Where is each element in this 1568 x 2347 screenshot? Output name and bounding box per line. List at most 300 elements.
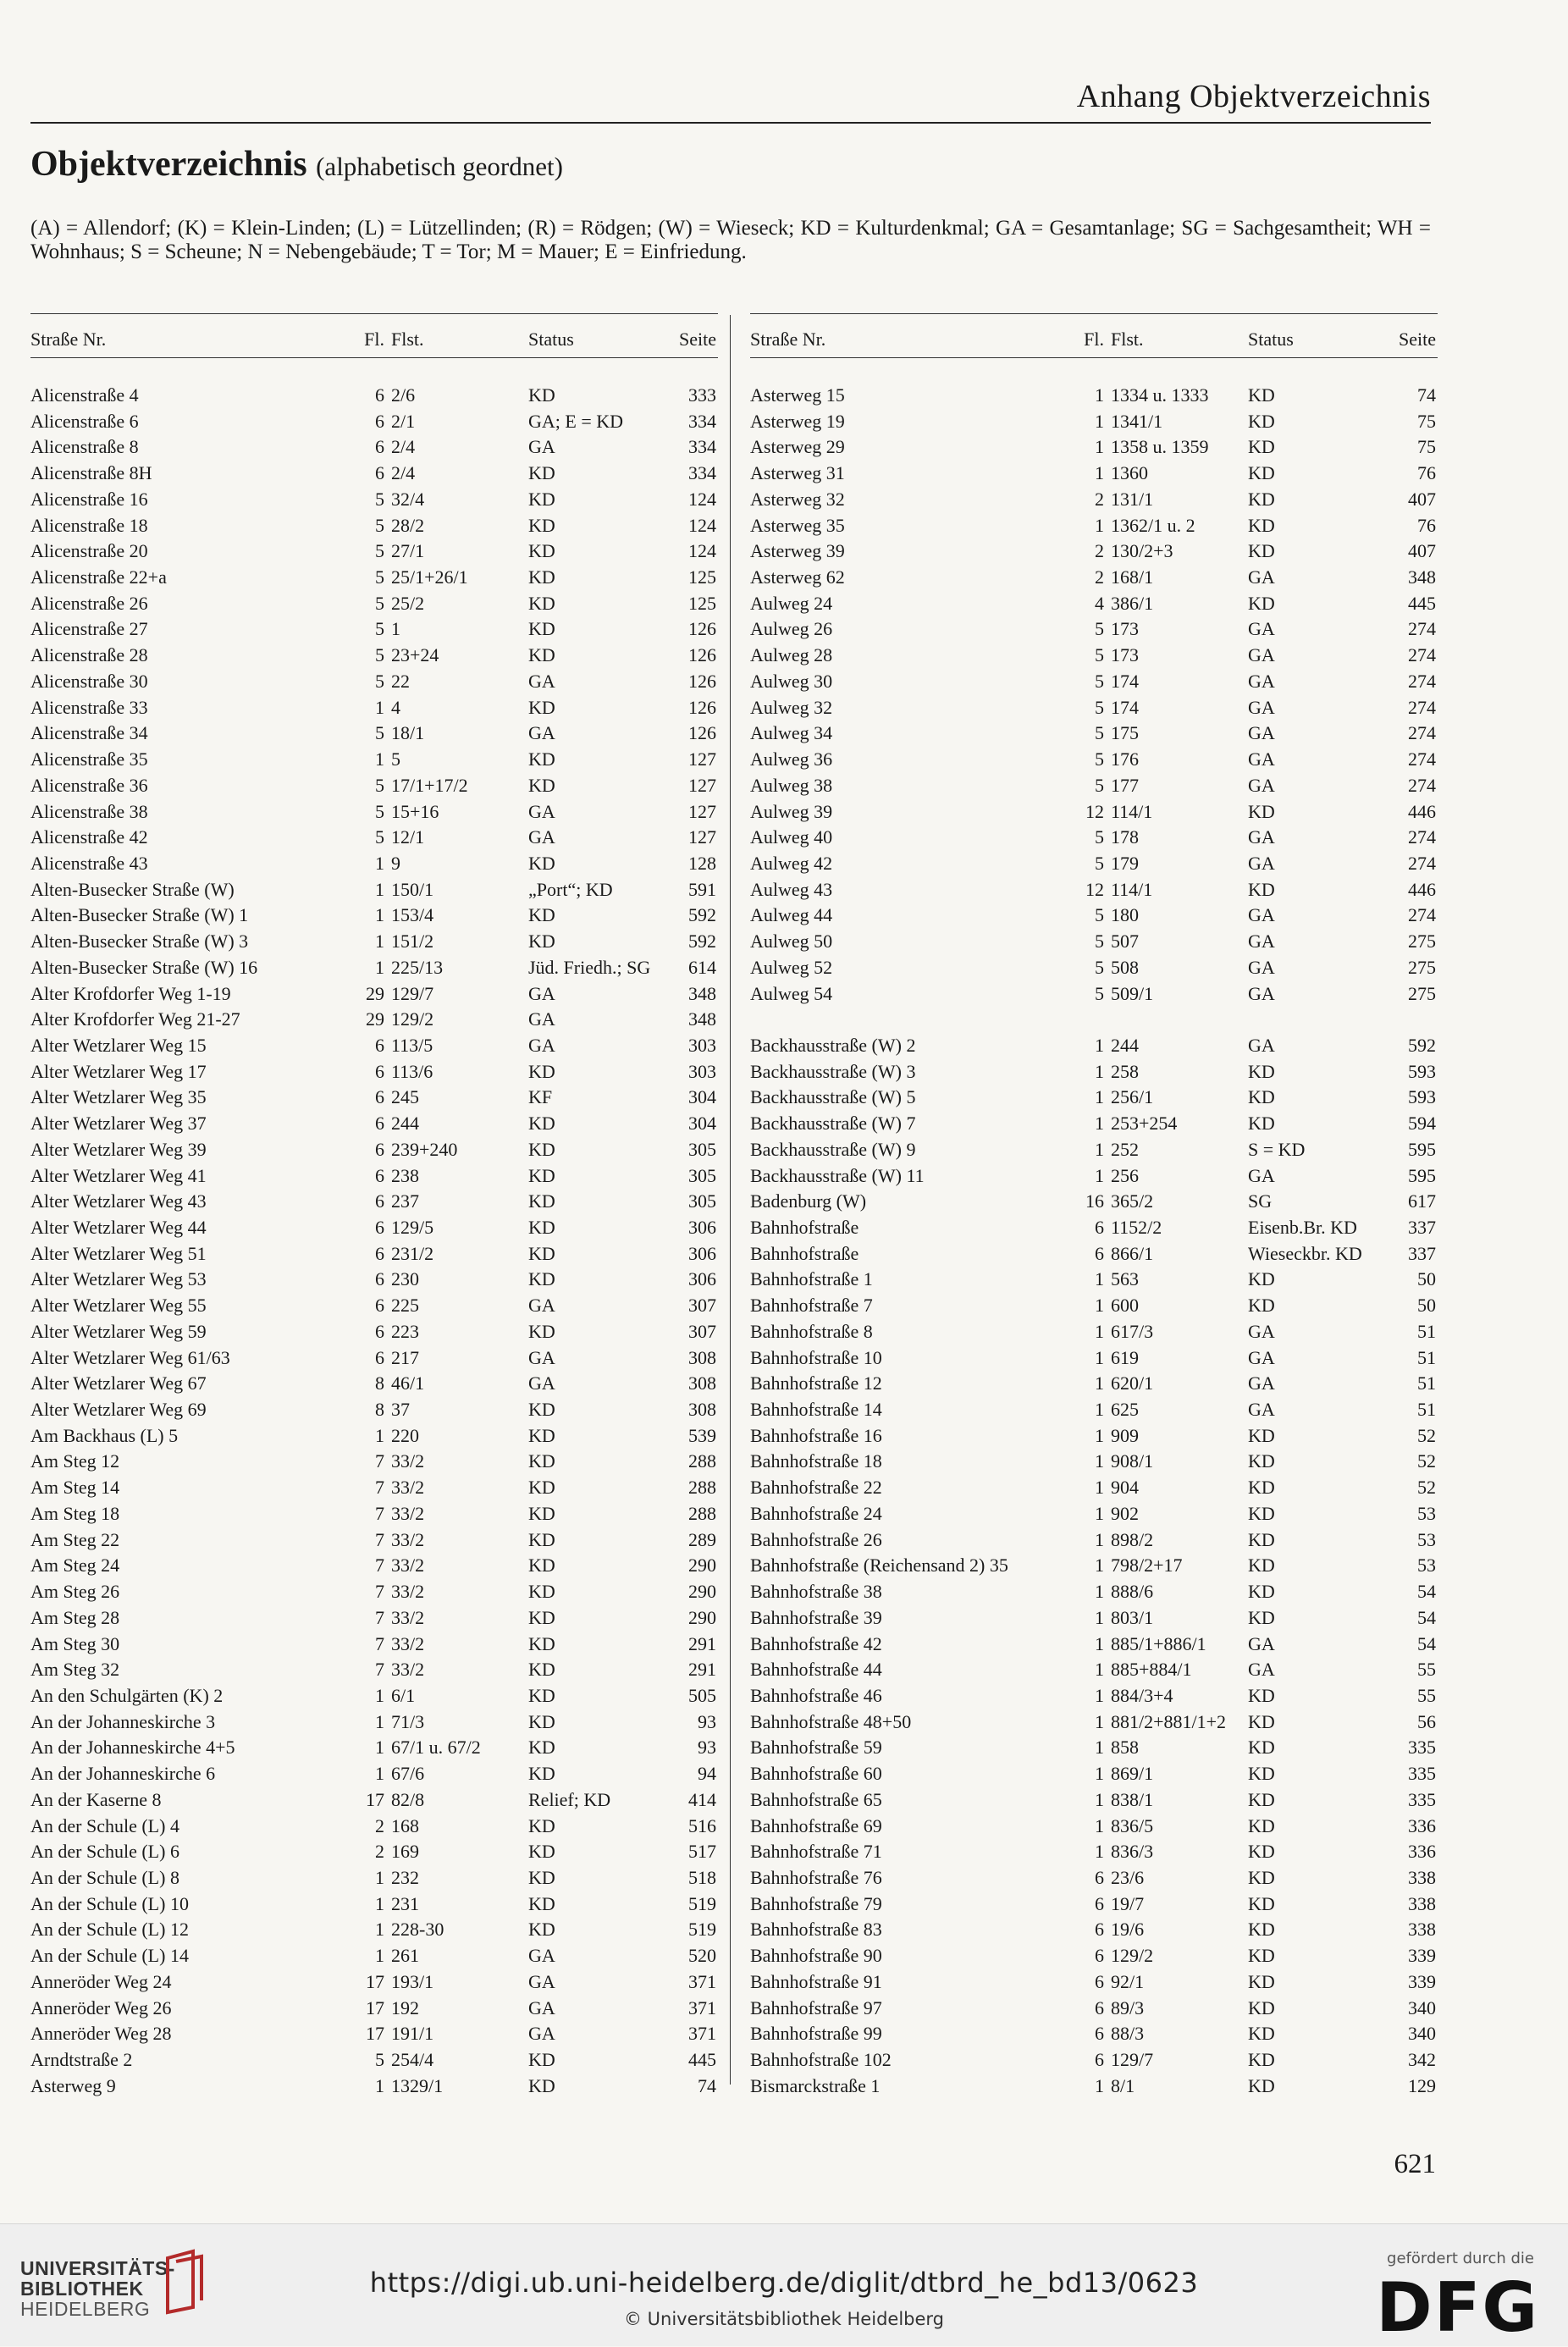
permalink-url[interactable]: https://digi.ub.uni-heidelberg.de/diglit/dtbrd_he_bd13/0623 [369, 2267, 1199, 2299]
cell-street: Anneröder Weg 24 [30, 1970, 172, 1992]
table-row [750, 1994, 1438, 2020]
cell-street: Alicenstraße 8 [30, 436, 139, 458]
table-body [750, 381, 1438, 2097]
cell-fl: 1 [1095, 1164, 1104, 1186]
cell-street: Asterweg 39 [750, 540, 845, 562]
cell-fl: 1 [1095, 1320, 1104, 1342]
cell-status: GA [1248, 852, 1275, 874]
cell-street: Bahnhofstraße 65 [750, 1788, 882, 1810]
cell-flst: 231/2 [391, 1242, 434, 1264]
header-street: Straße Nr. [750, 329, 826, 350]
table-row [30, 1630, 718, 1656]
cell-fl: 7 [375, 1555, 384, 1577]
running-header [30, 78, 1431, 124]
table-row [750, 1291, 1438, 1317]
cell-street: Bahnhofstraße 44 [750, 1659, 882, 1681]
cell-status: KD [528, 384, 555, 406]
cell-page: 127 [688, 748, 716, 770]
cell-flst: 169 [391, 1841, 419, 1863]
copyright-notice: © Universitätsbibliothek Heidelberg [623, 2309, 944, 2329]
cell-street: Bahnhofstraße 18 [750, 1450, 882, 1472]
cell-flst: 798/2+17 [1111, 1555, 1183, 1577]
cell-page: 339 [1408, 1970, 1436, 1992]
cell-street: Alter Wetzlarer Weg 37 [30, 1113, 207, 1135]
cell-status: GA [528, 436, 555, 458]
cell-flst: 600 [1111, 1295, 1139, 1317]
cell-page: 52 [1417, 1477, 1436, 1499]
table-row [30, 953, 718, 980]
table-row [750, 1968, 1438, 1994]
cell-flst: 908/1 [1111, 1450, 1154, 1472]
cell-status: GA [528, 1970, 555, 1992]
cell-page: 76 [1417, 514, 1436, 536]
table-row [30, 407, 718, 434]
cell-page: 342 [1408, 2049, 1436, 2070]
cell-street: Alicenstraße 43 [30, 852, 148, 874]
cell-page: 595 [1408, 1164, 1436, 1186]
cell-fl: 17 [366, 1996, 384, 2018]
funding-note: gefördert durch die [1387, 2250, 1534, 2267]
cell-page: 124 [688, 514, 716, 536]
cell-flst: 23+24 [391, 644, 439, 666]
table-row [30, 641, 718, 667]
table-row [750, 1187, 1438, 1213]
cell-page: 274 [1408, 748, 1436, 770]
cell-page: 307 [688, 1320, 716, 1342]
cell-street: An der Schule (L) 6 [30, 1841, 179, 1863]
cell-status: KD [1248, 1710, 1275, 1732]
cell-street: An der Schule (L) 10 [30, 1892, 189, 1914]
cell-flst: 625 [1111, 1399, 1139, 1421]
table-row [30, 1473, 718, 1499]
cell-status: GA [528, 670, 555, 692]
cell-fl: 1 [375, 696, 384, 718]
cell-flst: 33/2 [391, 1659, 425, 1681]
cell-flst: 866/1 [1111, 1242, 1154, 1264]
table-row [750, 1395, 1438, 1422]
cell-street: Bahnhofstraße 48+50 [750, 1710, 912, 1732]
table-row [30, 1551, 718, 1577]
cell-fl: 1 [1095, 1763, 1104, 1785]
cell-page: 407 [1408, 488, 1436, 510]
cell-fl: 1 [1095, 1268, 1104, 1290]
cell-status: GA [1248, 982, 1275, 1004]
cell-flst: 33/2 [391, 1581, 425, 1603]
cell-fl: 6 [375, 436, 384, 458]
cell-flst: 1360 [1111, 462, 1148, 484]
cell-fl: 6 [375, 1268, 384, 1290]
title-subtitle: (alphabetisch geordnet) [316, 152, 563, 181]
cell-page: 445 [688, 2049, 716, 2070]
table-row [750, 1058, 1438, 1084]
cell-fl: 5 [1095, 774, 1104, 796]
cell-street: Bahnhofstraße 24 [750, 1502, 882, 1524]
cell-page: 275 [1408, 956, 1436, 978]
cell-street: Alicenstraße 35 [30, 748, 148, 770]
cell-page: 305 [688, 1164, 716, 1186]
page-title [30, 144, 563, 185]
cell-flst: 19/7 [1111, 1892, 1145, 1914]
cell-page: 348 [1408, 566, 1436, 588]
cell-street: Alicenstraße 42 [30, 826, 148, 848]
cell-street: Am Steg 32 [30, 1659, 120, 1681]
cell-status: KD [1248, 1113, 1275, 1135]
cell-flst: 217 [391, 1346, 419, 1368]
cell-street: Aulweg 42 [750, 852, 833, 874]
cell-page: 94 [698, 1763, 716, 1785]
cell-flst: 89/3 [1111, 1996, 1145, 2018]
cell-page: 348 [688, 1008, 716, 1030]
running-title: Anhang Objektverzeichnis [1076, 79, 1431, 114]
table-rule-bottom [30, 357, 718, 358]
table-row [30, 1109, 718, 1135]
cell-flst: 129/2 [391, 1008, 434, 1030]
table-row [750, 563, 1438, 589]
cell-status: KD [1248, 1866, 1275, 1888]
cell-flst: 6/1 [391, 1684, 416, 1706]
cell-page: 520 [688, 1945, 716, 1967]
cell-status: KD [528, 1138, 555, 1160]
cell-page: 371 [688, 1970, 716, 1992]
cell-status: GA [1248, 826, 1275, 848]
cell-flst: 902 [1111, 1502, 1139, 1524]
cell-fl: 2 [375, 1814, 384, 1836]
cell-street: Bahnhofstraße 12 [750, 1372, 882, 1394]
cell-status: KD [528, 2049, 555, 2070]
cell-page: 274 [1408, 670, 1436, 692]
cell-status: GA [528, 800, 555, 822]
cell-page: 274 [1408, 852, 1436, 874]
table-row [30, 1968, 718, 1994]
cell-page: 274 [1408, 774, 1436, 796]
cell-fl: 6 [1095, 1242, 1104, 1264]
cell-page: 592 [688, 904, 716, 926]
cell-fl: 1 [375, 2074, 384, 2096]
cell-status: KD [528, 1841, 555, 1863]
cell-fl: 1 [1095, 1841, 1104, 1863]
cell-street: Backhausstraße (W) 11 [750, 1164, 925, 1186]
cell-status: KD [528, 592, 555, 614]
table-row [750, 1499, 1438, 1526]
cell-street: Backhausstraße (W) 7 [750, 1113, 916, 1135]
table-row [750, 1577, 1438, 1604]
cell-flst: 191/1 [391, 2023, 434, 2045]
table-row [30, 537, 718, 563]
cell-flst: 256 [1111, 1164, 1139, 1186]
cell-page: 306 [688, 1268, 716, 1290]
table-row [750, 1265, 1438, 1291]
cell-flst: 113/5 [391, 1034, 433, 1056]
cell-flst: 71/3 [391, 1710, 425, 1732]
cell-fl: 1 [375, 956, 384, 978]
cell-street: Alter Wetzlarer Weg 35 [30, 1086, 207, 1108]
cell-flst: 507 [1111, 931, 1139, 953]
cell-status: KD [1248, 1502, 1275, 1524]
cell-status: KD [528, 1528, 555, 1550]
cell-flst: 836/3 [1111, 1841, 1154, 1863]
cell-status: KD [528, 1190, 555, 1212]
digitization-footer [0, 2223, 1568, 2346]
cell-street: Alter Wetzlarer Weg 41 [30, 1164, 207, 1186]
cell-fl: 5 [375, 2049, 384, 2070]
cell-page: 274 [1408, 904, 1436, 926]
abbreviation-legend: (A) = Allendorf; (K) = Klein-Linden; (L) = Lützellinden; (R) = Rödgen; (W) = Wieseck; KD = Kulturdenkmal; GA = Gesamtanlage; SG = Sachgesamtheit; WH = Wohnhaus; S = Scheune; N = Nebengebäude; T = Tor; M = Mauer; E = Einfriedung. [30, 217, 1431, 263]
cell-street: Bahnhofstraße 76 [750, 1866, 882, 1888]
cell-fl: 29 [366, 1008, 384, 1030]
cell-street: An den Schulgärten (K) 2 [30, 1684, 224, 1706]
cell-status: GA [1248, 1164, 1275, 1186]
cell-page: 51 [1417, 1320, 1436, 1342]
cell-fl: 1 [1095, 1086, 1104, 1108]
cell-fl: 6 [375, 1138, 384, 1160]
cell-status: KD [1248, 410, 1275, 432]
cell-street: Bahnhofstraße 38 [750, 1581, 882, 1603]
cell-status: KD [1248, 540, 1275, 562]
cell-status: KD [528, 1659, 555, 1681]
cell-page: 74 [1417, 384, 1436, 406]
table-row [750, 459, 1438, 485]
cell-fl: 29 [366, 982, 384, 1004]
cell-flst: 192 [391, 1996, 419, 2018]
cell-status: SG [1248, 1190, 1273, 1212]
cell-flst: 113/6 [391, 1060, 433, 1082]
table-row [750, 1837, 1438, 1864]
dfg-logo[interactable]: DFG [1376, 2268, 1539, 2347]
cell-status: GA [1248, 670, 1275, 692]
cell-fl: 5 [1095, 696, 1104, 718]
table-rule-bottom [750, 357, 1438, 358]
cell-page: 54 [1417, 1632, 1436, 1654]
cell-street: Alicenstraße 4 [30, 384, 139, 406]
cell-street: Backhausstraße (W) 5 [750, 1086, 916, 1108]
cell-status: KD [1248, 1919, 1275, 1941]
cell-status: KD [1248, 1996, 1275, 2018]
cell-street: Bahnhofstraße 102 [750, 2049, 892, 2070]
cell-status: KD [528, 1268, 555, 1290]
cell-street: Bahnhofstraße 8 [750, 1320, 873, 1342]
cell-status: KD [1248, 1555, 1275, 1577]
table-row [30, 485, 718, 511]
cell-status: GA [528, 1034, 555, 1056]
table-row [30, 1682, 718, 1708]
table-row [30, 1213, 718, 1240]
table-row [750, 2072, 1438, 2098]
cell-fl: 1 [1095, 436, 1104, 458]
cell-status: KD [1248, 1581, 1275, 1603]
cell-page: 74 [698, 2074, 716, 2096]
cell-fl: 6 [375, 1320, 384, 1342]
cell-page: 308 [688, 1399, 716, 1421]
cell-street: Bahnhofstraße 97 [750, 1996, 882, 2018]
cell-fl: 7 [375, 1477, 384, 1499]
cell-street: An der Schule (L) 8 [30, 1866, 179, 1888]
table-row [750, 875, 1438, 902]
cell-flst: 33/2 [391, 1606, 425, 1628]
cell-street: Alten-Busecker Straße (W) 3 [30, 931, 249, 953]
table-row [30, 563, 718, 589]
table-row [750, 511, 1438, 538]
cell-street: Alicenstraße 20 [30, 540, 148, 562]
table-row [30, 1031, 718, 1058]
cell-fl: 7 [375, 1606, 384, 1628]
cell-page: 617 [1408, 1190, 1436, 1212]
cell-page: 127 [688, 826, 716, 848]
table-row [750, 1759, 1438, 1786]
cell-street: Am Steg 26 [30, 1581, 120, 1603]
cell-fl: 1 [1095, 1424, 1104, 1446]
table-row [30, 1135, 718, 1162]
cell-status: KD [528, 1710, 555, 1732]
cell-flst: 18/1 [391, 722, 425, 744]
cell-street: Alten-Busecker Straße (W) 16 [30, 956, 258, 978]
cell-page: 307 [688, 1295, 716, 1317]
cell-flst: 256/1 [1111, 1086, 1154, 1108]
cell-status: KD [528, 1632, 555, 1654]
cell-page: 126 [688, 696, 716, 718]
cell-street: Bahnhofstraße 90 [750, 1945, 882, 1967]
cell-street: Am Backhaus (L) 5 [30, 1424, 179, 1446]
cell-flst: 82/8 [391, 1788, 425, 1810]
cell-street: Aulweg 30 [750, 670, 833, 692]
table-row [30, 1058, 718, 1084]
cell-fl: 6 [1095, 2023, 1104, 2045]
cell-page: 290 [688, 1606, 716, 1628]
table-row [30, 459, 718, 485]
cell-status: GA [528, 1945, 555, 1967]
table-row [30, 1083, 718, 1109]
cell-street: Alicenstraße 38 [30, 800, 148, 822]
cell-flst: 114/1 [1111, 800, 1153, 822]
row-spacer [750, 1005, 1438, 1031]
cell-status: KD [1248, 1841, 1275, 1863]
cell-status: KD [528, 488, 555, 510]
cell-status: GA [1248, 1346, 1275, 1368]
cell-street: Alter Wetzlarer Weg 55 [30, 1295, 207, 1317]
table-row [750, 1682, 1438, 1708]
cell-flst: 254/4 [391, 2049, 434, 2070]
cell-page: 338 [1408, 1892, 1436, 1914]
cell-street: Bahnhofstraße 59 [750, 1737, 882, 1759]
cell-status: GA [1248, 956, 1275, 978]
cell-page: 125 [688, 566, 716, 588]
cell-status: GA [1248, 774, 1275, 796]
cell-street: Alten-Busecker Straße (W) 1 [30, 904, 249, 926]
cell-page: 289 [688, 1528, 716, 1550]
cell-status: KD [528, 1919, 555, 1941]
cell-street: Bahnhofstraße 22 [750, 1477, 882, 1499]
table-rule-top [30, 313, 718, 314]
cell-street: Bahnhofstraße 42 [750, 1632, 882, 1654]
cell-fl: 1 [1095, 1113, 1104, 1135]
cell-page: 53 [1417, 1555, 1436, 1577]
cell-flst: 803/1 [1111, 1606, 1154, 1628]
cell-fl: 5 [375, 800, 384, 822]
table-row [30, 1344, 718, 1370]
table-header [30, 325, 718, 354]
cell-flst: 225/13 [391, 956, 444, 978]
cell-status: Relief; KD [528, 1788, 611, 1810]
cell-page: 335 [1408, 1763, 1436, 1785]
cell-status: KD [528, 1581, 555, 1603]
cell-street: Alicenstraße 34 [30, 722, 148, 744]
cell-fl: 6 [1095, 1919, 1104, 1941]
cell-status: KD [528, 696, 555, 718]
cell-street: Alter Krofdorfer Weg 1-19 [30, 982, 231, 1004]
cell-flst: 1152/2 [1111, 1217, 1162, 1238]
cell-flst: 176 [1111, 748, 1139, 770]
cell-page: 371 [688, 1996, 716, 2018]
cell-flst: 869/1 [1111, 1763, 1154, 1785]
cell-page: 288 [688, 1450, 716, 1472]
table-row [30, 2072, 718, 2098]
cell-status: KD [528, 748, 555, 770]
table-row [750, 745, 1438, 771]
cell-fl: 5 [1095, 982, 1104, 1004]
table-row [30, 433, 718, 459]
cell-street: Alter Wetzlarer Weg 43 [30, 1190, 207, 1212]
header-fl: Fl. [364, 329, 384, 350]
cell-street: Am Steg 24 [30, 1555, 120, 1577]
cell-page: 407 [1408, 540, 1436, 562]
cell-status: KD [528, 2074, 555, 2096]
table-row [30, 1890, 718, 1916]
cell-status: GA [1248, 618, 1275, 640]
cell-status: KD [1248, 1450, 1275, 1472]
cell-street: Aulweg 28 [750, 644, 833, 666]
cell-street: Aulweg 43 [750, 878, 833, 900]
table-row [30, 798, 718, 824]
cell-page: 124 [688, 540, 716, 562]
cell-status: Jüd. Friedh.; SG [528, 956, 651, 978]
table-row [30, 823, 718, 849]
cell-status: GA [1248, 904, 1275, 926]
cell-page: 288 [688, 1502, 716, 1524]
cell-street: Anneröder Weg 26 [30, 1996, 172, 2018]
cell-page: 592 [1408, 1034, 1436, 1056]
table-row [750, 1786, 1438, 1812]
cell-fl: 1 [375, 1945, 384, 1967]
cell-fl: 7 [375, 1502, 384, 1524]
cell-page: 308 [688, 1346, 716, 1368]
cell-status: GA [1248, 1372, 1275, 1394]
cell-page: 291 [688, 1632, 716, 1654]
cell-page: 594 [1408, 1113, 1436, 1135]
cell-fl: 1 [1095, 1788, 1104, 1810]
cell-page: 126 [688, 722, 716, 744]
cell-street: Anneröder Weg 28 [30, 2023, 172, 2045]
table-row [30, 875, 718, 902]
cell-street: Alter Wetzlarer Weg 17 [30, 1060, 207, 1082]
cell-page: 593 [1408, 1060, 1436, 1082]
cell-status: GA [528, 982, 555, 1004]
cell-status: KD [528, 566, 555, 588]
cell-status: KD [528, 1320, 555, 1342]
cell-street: Badenburg (W) [750, 1190, 867, 1212]
cell-page: 53 [1417, 1528, 1436, 1550]
cell-fl: 5 [1095, 722, 1104, 744]
cell-status: Eisenb.Br. KD [1248, 1217, 1357, 1238]
cell-status: KD [1248, 2049, 1275, 2070]
cell-flst: 88/3 [1111, 2023, 1145, 2045]
cell-flst: 180 [1111, 904, 1139, 926]
cell-page: 334 [688, 436, 716, 458]
cell-fl: 1 [375, 1919, 384, 1941]
cell-page: 129 [1408, 2074, 1436, 2096]
cell-page: 348 [688, 982, 716, 1004]
cell-status: KD [528, 1424, 555, 1446]
cell-flst: 178 [1111, 826, 1139, 848]
cell-fl: 7 [375, 1581, 384, 1603]
